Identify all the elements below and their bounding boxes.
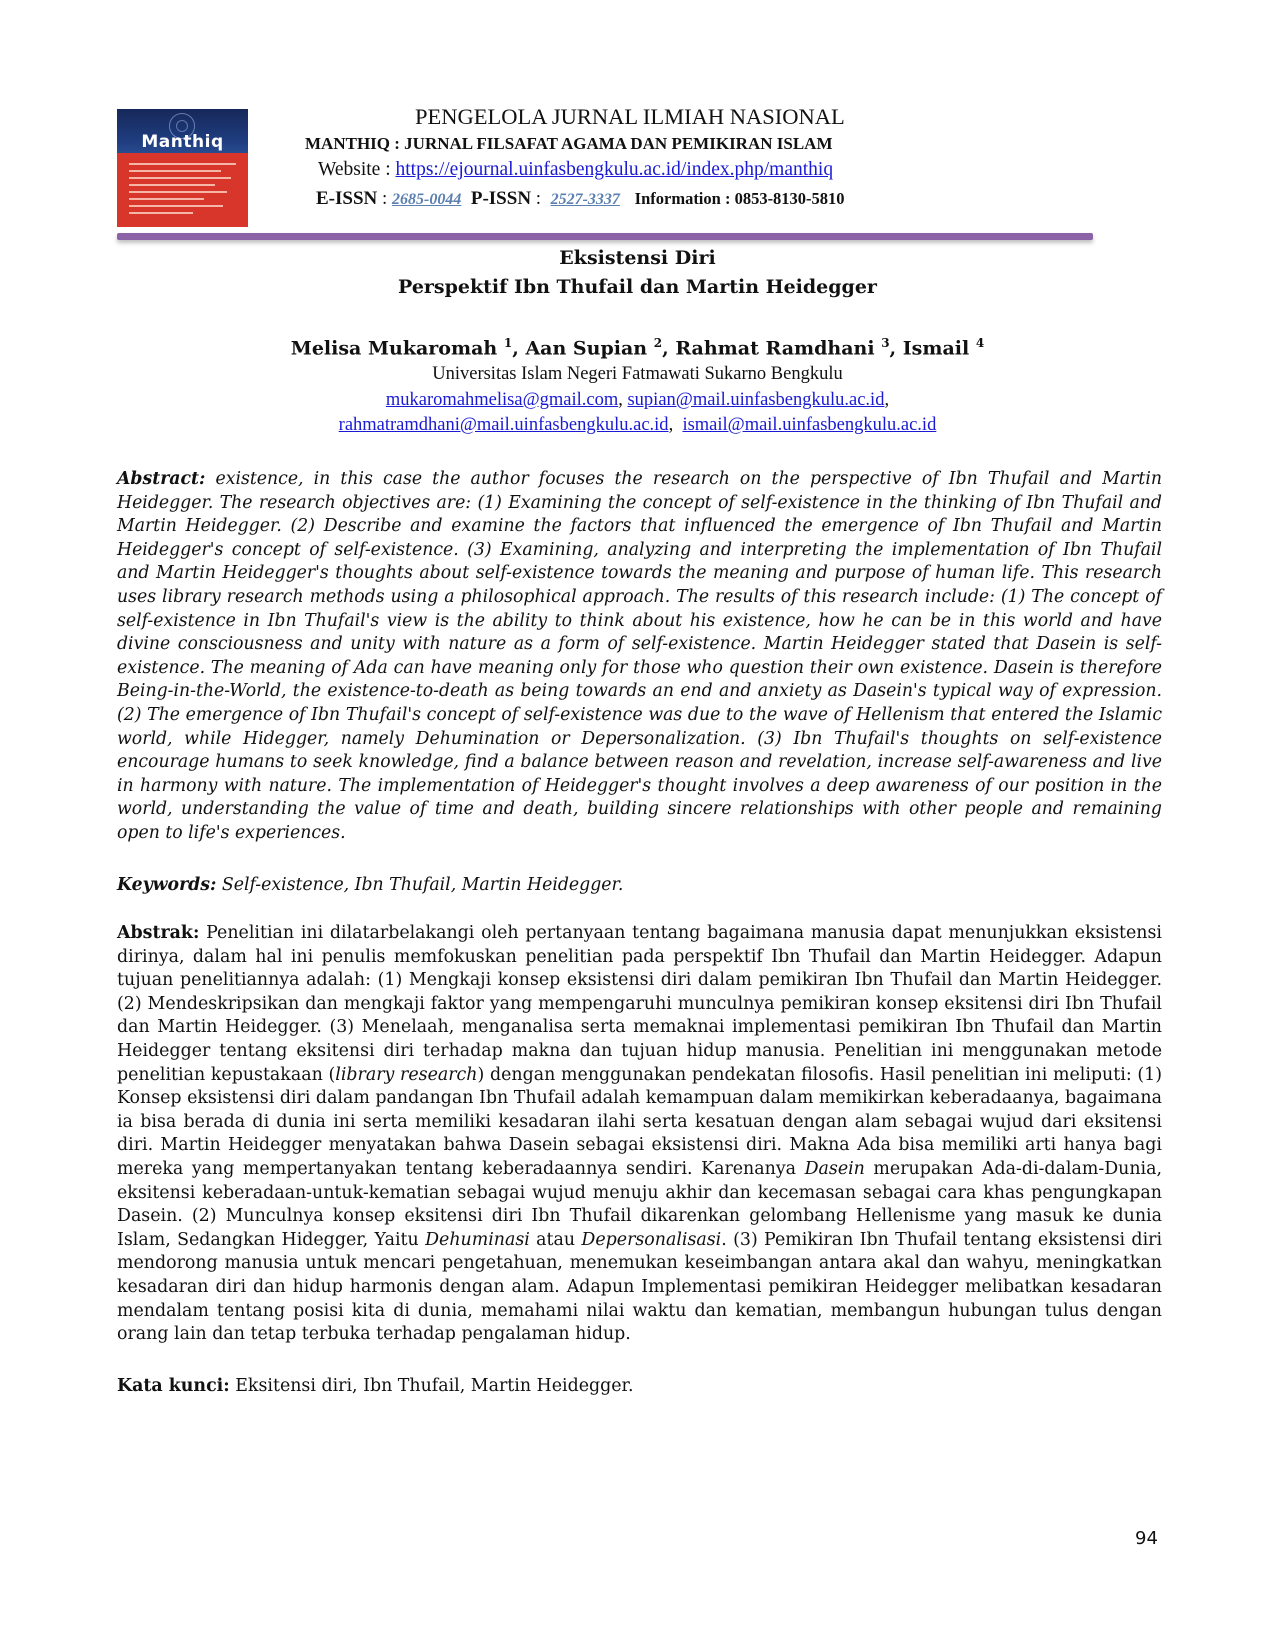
abstrak-text: Penelitian ini dilatarbelakangi oleh pertanyaan tentang bagaimana manusia dapat menunjukkan eksistensi dirinya, dalam hal ini penulis memfokuskan penelitian pada perspektif Ibn Thufail dan Martin Heidegger. Adapun tujuan penelitiannya adalah: (1) Mengkaji konsep eksistensi diri dalam pemikiran Ibn Thufail dan Martin Heidegger. (2) Mendeskripsikan dan mengkaji faktor yang mempengaruhi munculnya pemikiran konsep eksitensi diri Ibn Thufail dan Martin Heidegger. (3) Menelaah, menganalisa serta memaknai implementasi pemikiran Ibn Thufail dan Martin Heidegger tentang eksitensi diri terhadap makna dan tujuan hidup manusia. Penelitian ini menggunakan metode penelitian kepustakaan ( <box>117 923 1162 1085</box>
publisher-name: PENGELOLA JURNAL ILMIAH NASIONAL <box>415 104 845 129</box>
author-index: 2 <box>653 336 663 350</box>
author-name: Ismail <box>902 337 970 360</box>
affiliation: Universitas Islam Negeri Fatmawati Sukarno Bengkulu <box>432 364 843 384</box>
eissn-link[interactable]: 2685-0044 <box>392 191 462 208</box>
abstrak-italic: Dasein <box>804 1158 865 1179</box>
website-label: Website : <box>318 159 396 180</box>
paper-title-line2: Perspektif Ibn Thufail dan Martin Heidegger <box>398 276 877 298</box>
journal-cover-image <box>117 109 248 227</box>
page-number: 94 <box>1135 1528 1158 1549</box>
cover-logo: Manthiq <box>141 132 224 152</box>
information-contact: Information : 0853-8130-5810 <box>634 189 845 208</box>
email-link[interactable]: ismail@mail.uinfasbengkulu.ac.id <box>682 415 937 435</box>
cover-contents-lines <box>129 163 236 219</box>
abstrak-text: ) dengan menggunakan pendekatan filosofis. Hasil penelitian ini meliputi: (1) Konsep eksistensi diri dalam pandangan Ibn Thufail adalah kemampuan dalam memikirkan keberadaanya, bagaimana ia bisa berada di dunia ini serta memiliki kesadaran ilahi serta kesatuan dengan alam sebagai wujud dari eksitensi diri. Martin Heidegger menyatakan bahwa Dasein sebagai eksistensi diri. Makna Ada bisa memiliki arti hanya bagi mereka yang mempertanyakan tentang keberadaannya sendiri. Karenanya <box>117 1064 1163 1179</box>
email-line-1: mukaromahmelisa@gmail.com, supian@mail.uinfasbengkulu.ac.id, <box>385 390 890 410</box>
abstrak-text: . (3) Pemikiran Ibn Thufail tentang eksistensi diri mendorong manusia untuk mencari pengetahuan, menemukan keseimbangan antara akal dan wahyu, meningkatkan kesadaran diri dan hidup harmonis dengan alam. Adapun Implementasi pemikiran Heidegger melibatkan kesadaran mendalam tentang posisi kita di dunia, memahami nilai waktu dan kematian, membangun hubungan tulus dengan orang lain dan tetap terbuka terhadap pengalaman hidup. <box>117 1229 1163 1345</box>
keywords-label: Keywords: <box>117 875 217 895</box>
email-link[interactable]: mukaromahmelisa@gmail.com <box>385 390 619 410</box>
pissn-link[interactable]: 2527-3337 <box>550 191 620 208</box>
pissn-label: P-ISSN <box>470 188 532 209</box>
abstrak-label: Abstrak: <box>117 923 200 943</box>
website-link[interactable]: https://ejournal.uinfasbengkulu.ac.id/index.php/manthiq <box>395 159 834 180</box>
abstrak-text: merupakan Ada-di-dalam-Dunia, eksitensi keberadaan-untuk-kematian sebagai wujud menuju akhir dan kecemasan sebagai cara khas pengungkapan Dasein. (2) Munculnya konsep eksitensi diri Ibn Thufail dikarenkan gelombang Hellenisme yang masuk ke dunia Islam, Sedangkan Hidegger, Yaitu <box>117 1158 1162 1250</box>
author-name: Melisa Mukaromah <box>290 337 498 360</box>
abstract-text: existence, in this case the author focuses the research on the perspective of Ibn Thufail and Martin Heidegger. The research objectives are: (1) Examining the concept of self-existence in the thinking of Ibn Thufail and Martin Heidegger. (2) Describe and examine the factors that influenced the emergence of Ibn Thufail and Martin Heidegger's concept of self-existence. (3) Examining, analyzing and interpreting the implementation of Ibn Thufail and Martin Heidegger's thoughts about self-existence towards the meaning and purpose of human life. This research uses library research methods using a philosophical approach. The results of this research include: (1) The concept of self-existence in Ibn Thufail's view is the ability to think about his existence, how he can be in this world and have divine consciousness and unity with nature as a form of self-existence. Martin Heidegger stated that Dasein is self-existence. The meaning of Ada can have meaning only for those who question their own existence. Dasein is therefore Being-in-the-World, the existence-to-death as being towards an end and anxiety as Dasein's typical way of expression. (2) The emergence of Ibn Thufail's concept of self-existence was due to the wave of Hellenism that entered the Islamic world, while Hidegger, namely Dehumination or Depersonalization. (3) Ibn Thufail's thoughts on self-existence encourage humans to seek knowledge, find a balance between reason and revelation, increase self-awareness and live in harmony with nature. The implementation of Heidegger's thought involves a deep awareness of our position in the world, understanding the value of time and death, building sincere relationships with other people and remaining open to life's experiences. <box>117 469 1162 843</box>
abstrak-text: atau <box>529 1229 582 1250</box>
journal-name: MANTHIQ : JURNAL FILSAFAT AGAMA DAN PEMIKIRAN ISLAM <box>305 134 833 153</box>
author-index: 4 <box>975 336 985 350</box>
keywords-indonesian <box>117 1376 1162 1396</box>
email-line-2: rahmatramdhani@mail.uinfasbengkulu.ac.id, ismail@mail.uinfasbengkulu.ac.id <box>338 415 937 435</box>
abstract-label: Abstract: <box>117 469 206 489</box>
email-link[interactable]: rahmatramdhani@mail.uinfasbengkulu.ac.id <box>338 415 669 435</box>
keywords-text: Self-existence, Ibn Thufail, Martin Heidegger. <box>216 875 624 895</box>
abstrak-italic: Depersonalisasi <box>581 1229 722 1250</box>
abstract-english <box>117 468 1162 846</box>
website-line <box>318 159 833 181</box>
abstrak-italic: library research <box>335 1064 478 1085</box>
author-index: 1 <box>503 336 513 350</box>
paper-title-line1: Eksistensi Diri <box>559 247 716 269</box>
author-list: Melisa Mukaromah $^1$, Aan Supian $^2$, Rahmat Ramdhani $^3$, Ismail $^4$ <box>290 336 985 360</box>
email-link[interactable]: supian@mail.uinfasbengkulu.ac.id <box>627 390 885 410</box>
abstrak-italic: Dehuminasi <box>425 1229 530 1250</box>
eissn-label: E-ISSN <box>316 188 378 209</box>
kata-kunci-label: Kata kunci: <box>117 1376 230 1396</box>
author-index: 3 <box>881 336 890 350</box>
keywords-english <box>117 875 1162 895</box>
issn-line: E-ISSN : 2685-0044 P-ISSN : 2527-3337 Information : 0853-8130-5810 <box>316 188 845 209</box>
abstract-indonesian <box>117 922 1162 1347</box>
kata-kunci-text: Eksitensi diri, Ibn Thufail, Martin Heidegger. <box>229 1376 634 1396</box>
header-divider <box>117 233 1093 240</box>
author-name: Aan Supian <box>525 337 648 360</box>
author-name: Rahmat Ramdhani <box>675 337 875 360</box>
